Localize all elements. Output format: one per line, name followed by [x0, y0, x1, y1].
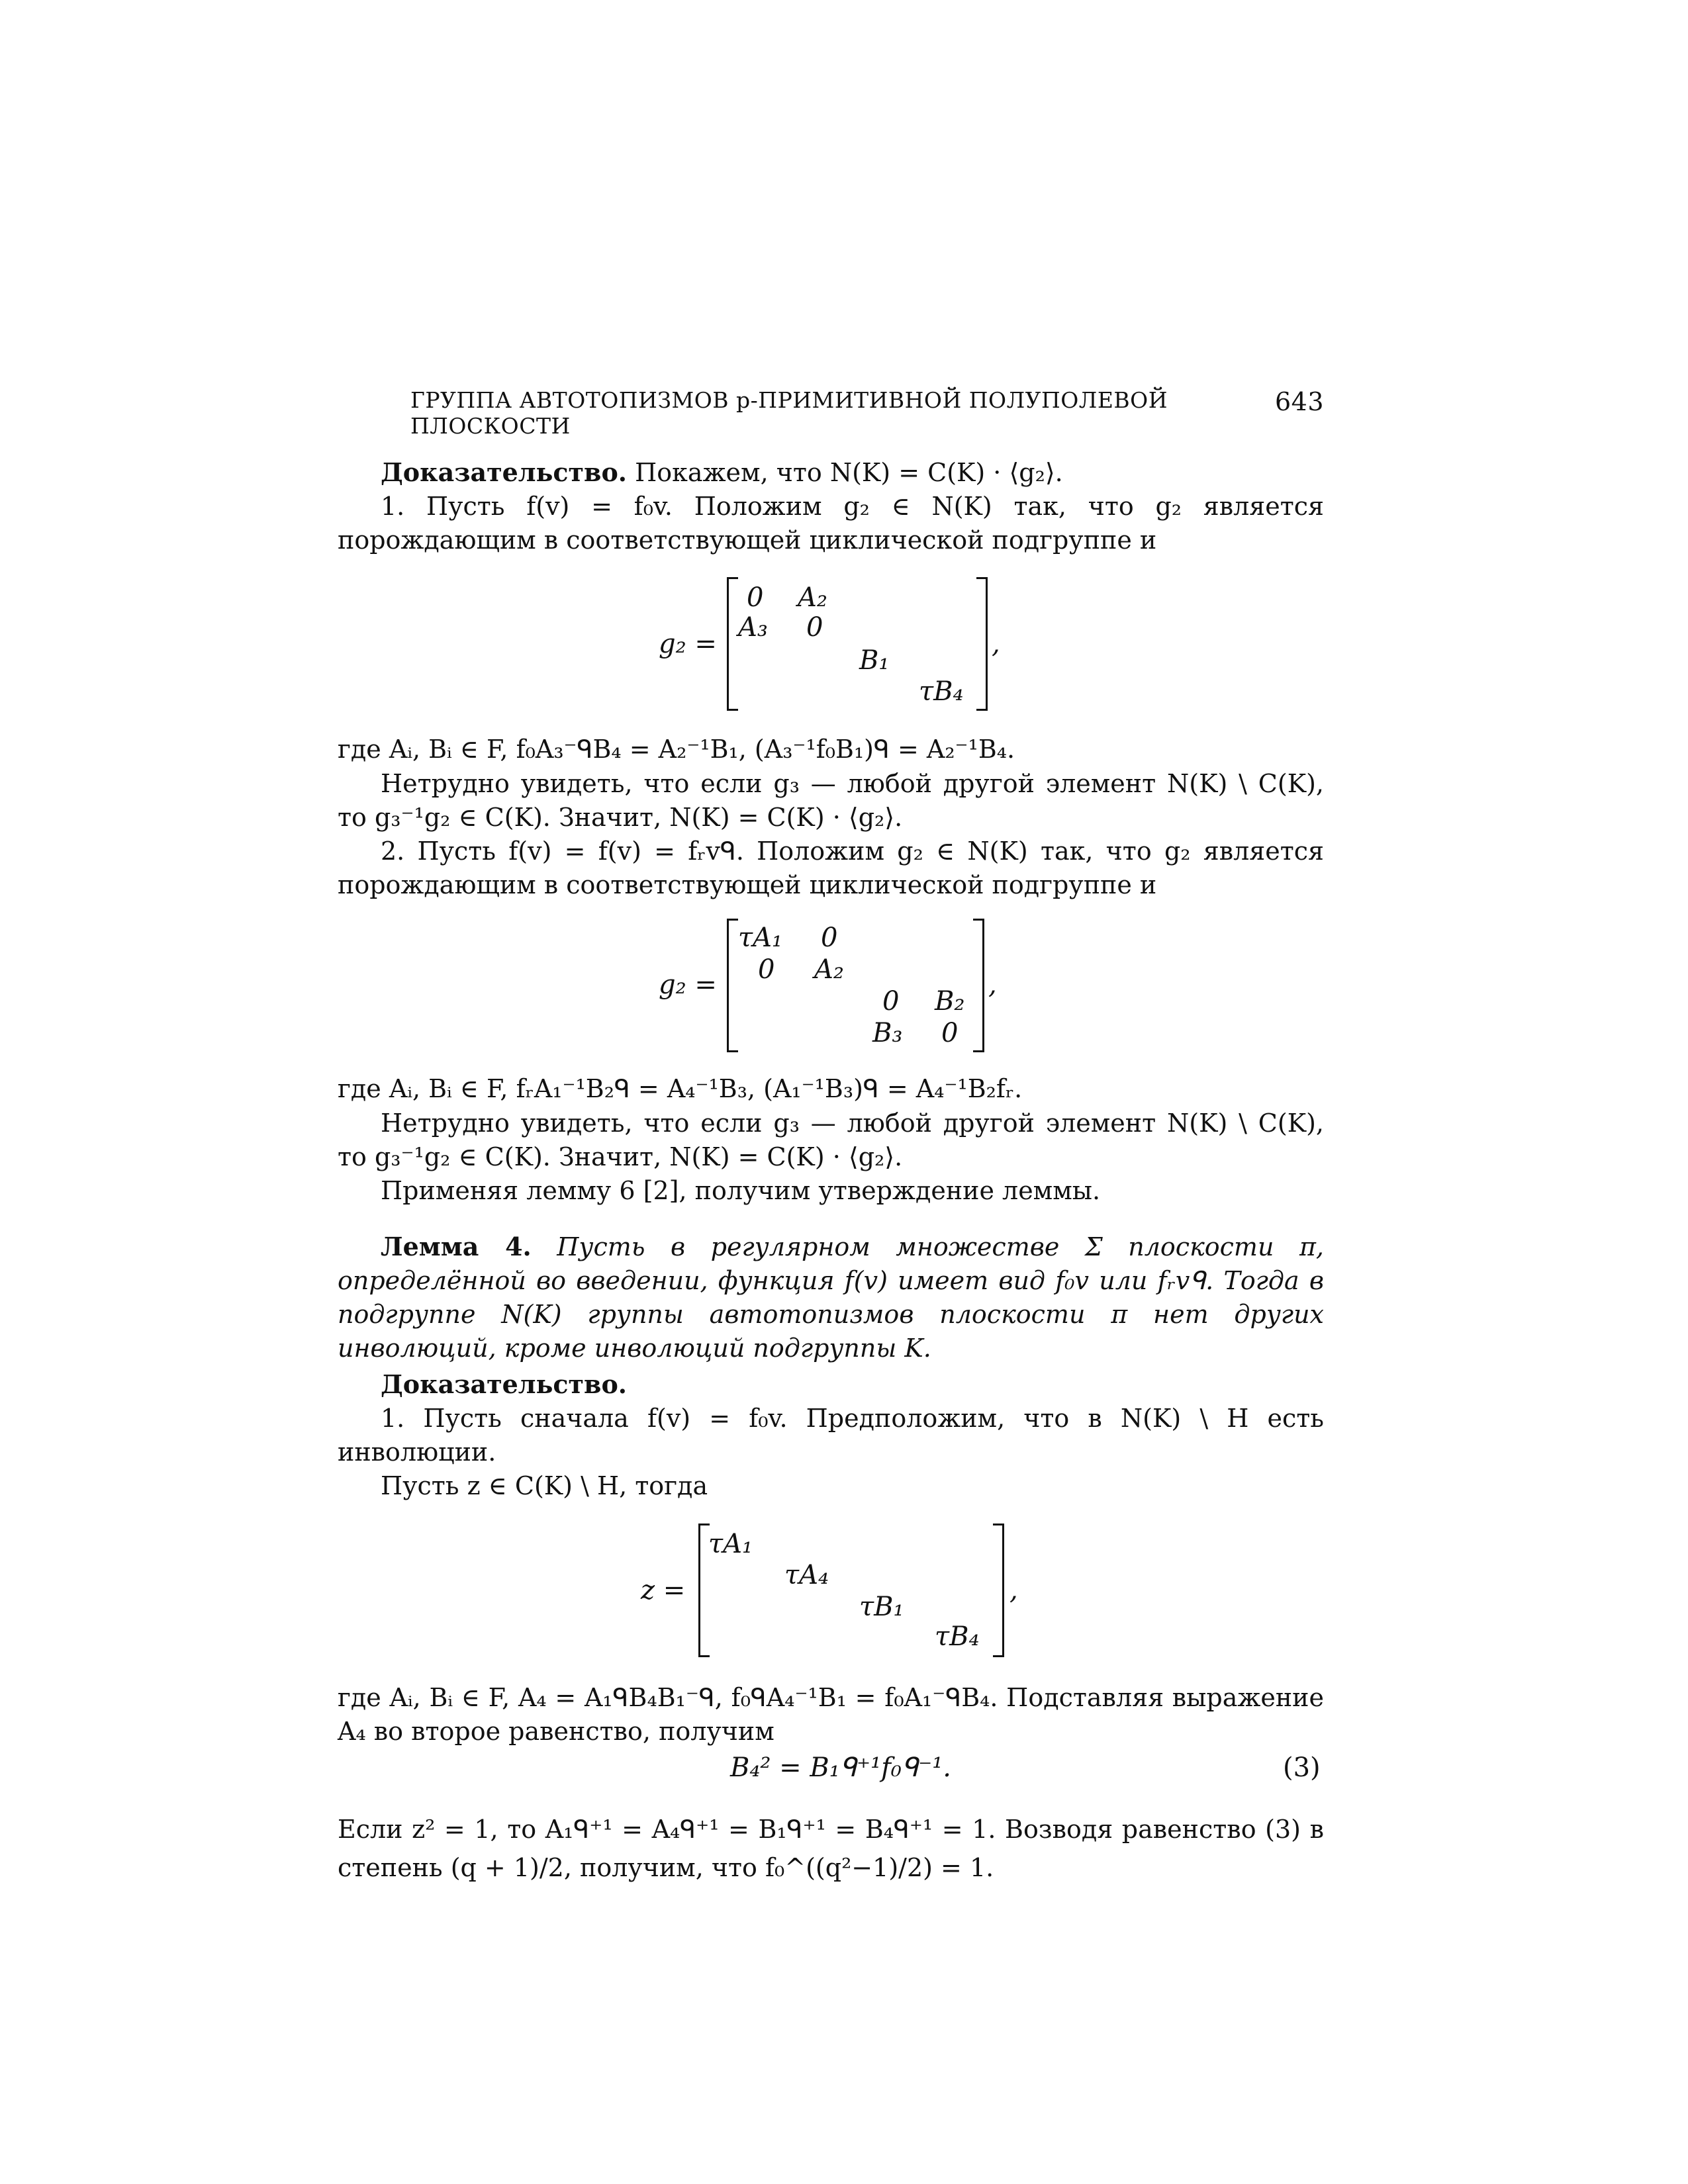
matrix1-right-bracket — [976, 577, 988, 711]
proof1-note2: Нетрудно увидеть, что если g₃ — любой другой элемент N(K) \ C(K), то g₃⁻¹g₂ ∈ C(K). Значит, N(K) = C(K) · ⟨g₂⟩. — [338, 1109, 1324, 1171]
equation-3: B₄² = B₁ᑫ⁺¹f₀ᑫ⁻¹. — [730, 1752, 951, 1783]
matrix3-cell: τA₄ — [784, 1560, 829, 1590]
proof2-case1: 1. Пусть сначала f(v) = f₀v. Предположим, что в N(K) \ H есть инволюции. — [338, 1404, 1324, 1467]
matrix2-cell: 0 — [941, 1018, 959, 1048]
proof2-where3: где Aᵢ, Bᵢ ∈ F, A₄ = A₁ᑫB₄B₁⁻ᑫ, f₀ᑫA₄⁻¹B₁ = f₀A₁⁻ᑫB₄. Подставляя выражение A₄ во второе равенство, получим — [338, 1683, 1324, 1746]
matrix2-cell: B₂ — [935, 986, 965, 1017]
matrix1-cell: τB₄ — [919, 676, 964, 707]
page-number: 643 — [1274, 387, 1324, 416]
matrix3-comma: , — [1009, 1575, 1018, 1606]
running-header — [410, 387, 1324, 439]
matrix3-label: z = — [641, 1575, 686, 1606]
matrix2-cell: 0 — [758, 954, 775, 985]
lemma4-heading: Лемма 4. — [381, 1232, 532, 1261]
proof1-case2: 2. Пусть f(v) = f(v) = fᵣvᑫ. Положим g₂ ∈ N(K) так, что g₂ является порождающим в соответствующей циклической подгруппе и — [338, 837, 1324, 899]
matrix1-cell: 0 — [747, 582, 764, 613]
equation-3-number: (3) — [1283, 1752, 1321, 1783]
lemma4-statement: Пусть в регулярном множестве Σ плоскости π, определённой во введении, функция f(v) имеет вид f₀v или fᵣvᑫ. Тогда в подгруппе N(K) группы автотопизмов плоскости π нет других инволюций, кроме инволюций подгруппы K. — [338, 1232, 1324, 1363]
matrix2-label: g₂ = — [659, 970, 717, 1000]
matrix1-cell: A₃ — [738, 612, 768, 643]
matrix2-cell: 0 — [882, 986, 900, 1017]
proof2-final: Если z² = 1, то A₁ᑫ⁺¹ = A₄ᑫ⁺¹ = B₁ᑫ⁺¹ = B₄ᑫ⁺¹ = 1. Возводя равенство (3) в степень (q + 1)/2, получим, что f₀^((q²−1)/2) = 1. — [338, 1815, 1324, 1882]
proof1-note1: Нетрудно увидеть, что если g₃ — любой другой элемент N(K) \ C(K), то g₃⁻¹g₂ ∈ C(K). Значит, N(K) = C(K) · ⟨g₂⟩. — [338, 769, 1324, 832]
matrix2-cell: A₂ — [814, 954, 844, 985]
matrix2-cell: B₃ — [872, 1018, 903, 1048]
matrix3-right-bracket — [993, 1524, 1004, 1657]
matrix1-comma: , — [992, 629, 1000, 659]
matrix1-cell: A₂ — [798, 582, 827, 613]
proof1-conclusion: Применяя лемму 6 [2], получим утверждение леммы. — [381, 1176, 1101, 1205]
matrix3-cell: τA₁ — [708, 1529, 753, 1559]
matrix3-cell: τB₁ — [859, 1592, 904, 1622]
matrix1-left-bracket — [727, 577, 738, 711]
matrix1-cell: 0 — [806, 612, 823, 643]
proof2-let-z: Пусть z ∈ C(K) \ H, тогда — [381, 1471, 708, 1500]
running-title: ГРУППА АВТОТОПИЗМОВ p-ПРИМИТИВНОЙ ПОЛУПОЛЕВОЙ ПЛОСКОСТИ — [410, 387, 1168, 439]
proof2-heading: Доказательство. — [381, 1369, 628, 1399]
matrix2-left-bracket — [727, 919, 738, 1052]
matrix3-cell: τB₄ — [935, 1621, 980, 1652]
matrix1-label: g₂ = — [659, 629, 717, 659]
proof1-case1: 1. Пусть f(v) = f₀v. Положим g₂ ∈ N(K) так, что g₂ является порождающим в соответствующей циклической подгруппе и — [338, 492, 1324, 555]
matrix2-cell: 0 — [821, 923, 838, 953]
matrix1-cell: B₁ — [859, 645, 890, 676]
proof1-intro: Покажем, что N(K) = C(K) · ⟨g₂⟩. — [635, 458, 1063, 487]
proof1-heading: Доказательство. — [381, 457, 628, 487]
proof1-intro-line — [338, 455, 1324, 490]
proof1-where1: где Aᵢ, Bᵢ ∈ F, f₀A₃⁻ᑫB₄ = A₂⁻¹B₁, (A₃⁻¹f₀B₁)ᑫ = A₂⁻¹B₄. — [338, 735, 1015, 764]
lemma4 — [338, 1230, 1324, 1365]
matrix2-right-bracket — [973, 919, 984, 1052]
matrix2-comma: , — [988, 970, 997, 1000]
matrix2-cell: τA₁ — [738, 923, 783, 953]
proof1-where2: где Aᵢ, Bᵢ ∈ F, fᵣA₁⁻¹B₂ᑫ = A₄⁻¹B₃, (A₁⁻¹B₃)ᑫ = A₄⁻¹B₂fᵣ. — [338, 1074, 1023, 1103]
